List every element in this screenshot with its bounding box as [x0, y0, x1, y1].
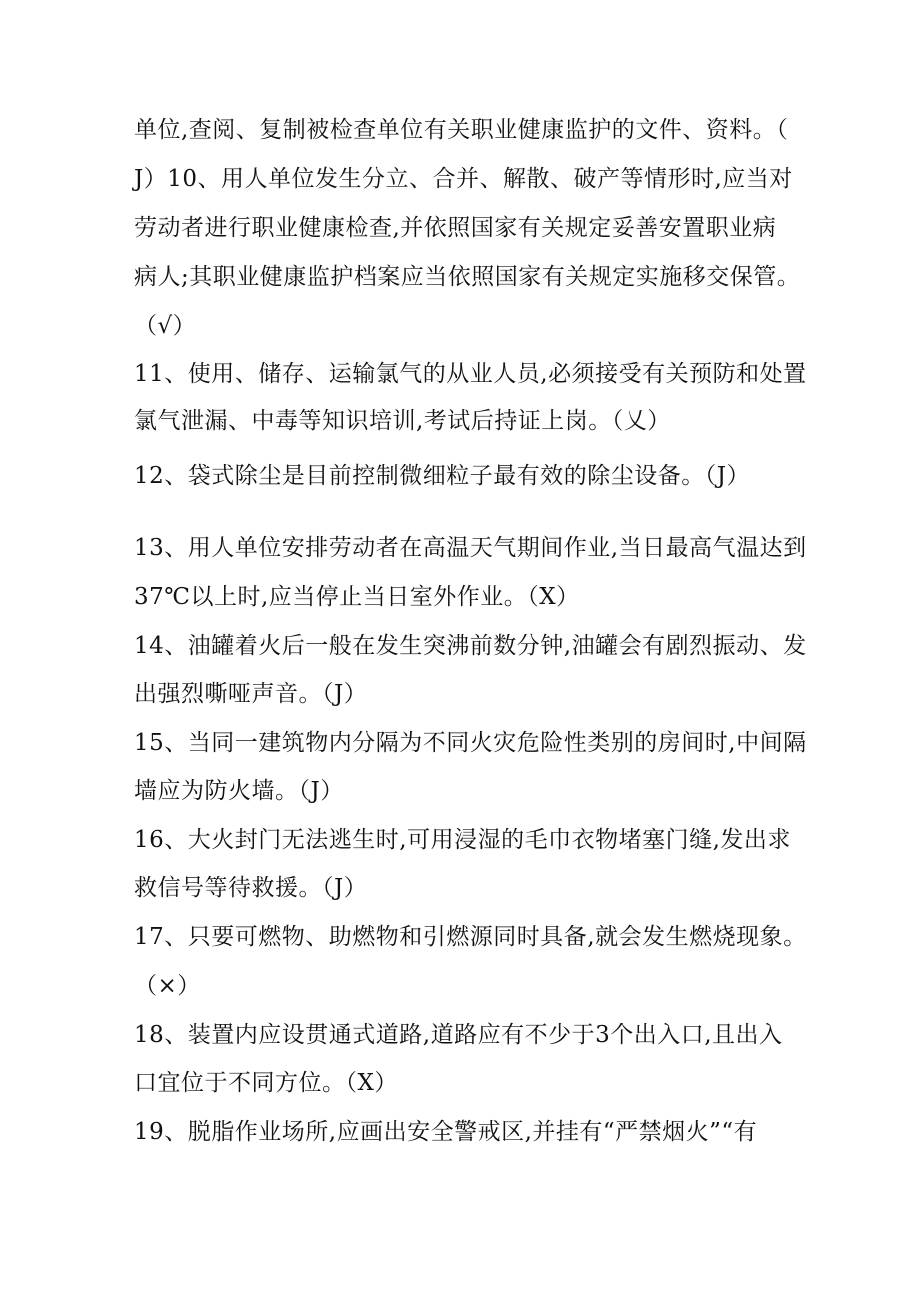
text-line: 劳动者进行职业健康检查,并依照国家有关规定妥善安置职业病	[134, 215, 777, 241]
text-line: 11、使用、储存、运输氯气的从业人员,必须接受有关预防和处置	[134, 361, 807, 387]
text-line: （√）	[134, 313, 197, 339]
text-line: （×）	[134, 973, 201, 999]
text-line: 18、装置内应设贯通式道路,道路应有不少于3个出入口,且出入	[134, 1022, 783, 1048]
text-line: 37℃以上时,应当停止当日室外作业。（X）	[134, 584, 580, 610]
text-line: 15、当同一建筑物内分隔为不同火灾危险性类别的房间时,中间隔	[134, 730, 807, 756]
text-line: 12、袋式除尘是目前控制微细粒子最有效的除尘设备。（J）	[134, 463, 750, 489]
text-line: 口宜位于不同方位。（X）	[134, 1070, 398, 1096]
text-line: 病人;其职业健康监护档案应当依照国家有关规定实施移交保管。	[134, 264, 801, 290]
text-line: 单位,查阅、复制被检查单位有关职业健康监护的文件、资料。（	[134, 117, 789, 143]
text-line: 墙应为防火墙。（J）	[134, 778, 344, 804]
text-line: 救信号等待救援。（J）	[134, 875, 368, 901]
text-line: 14、油罐着火后一般在发生突沸前数分钟,油罐会有剧烈振动、发	[134, 633, 807, 659]
text-line: J）10、用人单位发生分立、合并、解散、破产等情形时,应当对	[134, 166, 793, 192]
text-line: 19、脱脂作业场所,应画出安全警戒区,并挂有“严禁烟火”“有	[134, 1119, 758, 1145]
text-line: 16、大火封门无法逃生时,可用浸湿的毛巾衣物堵塞门缝,发出求	[134, 827, 791, 853]
text-line: 出强烈嘶哑声音。（J）	[134, 681, 368, 707]
text-line: 氯气泄漏、中毒等知识培训,考试后持证上岗。（乂）	[134, 408, 671, 434]
text-line: 17、只要可燃物、助燃物和引燃源同时具备,就会发生燃烧现象。	[134, 924, 807, 950]
text-line: 13、用人单位安排劳动者在高温天气期间作业,当日最高气温达到	[134, 535, 807, 561]
